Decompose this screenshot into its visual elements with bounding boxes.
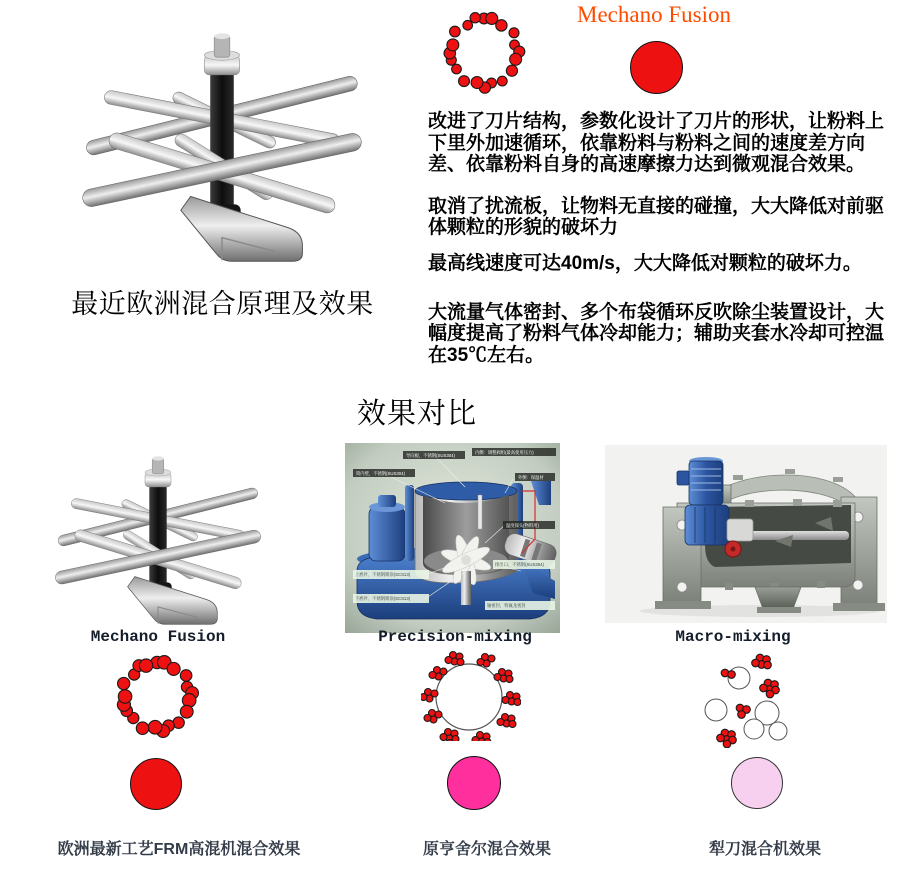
column-caption: 欧洲最新工艺FRM高混机混合效果 bbox=[57, 841, 301, 858]
machine-annotation: 外侧：保温材 bbox=[518, 475, 544, 480]
paragraph: 最高线速度可达40m/s，大大降低对颗粒的破坏力。 bbox=[428, 252, 862, 274]
page-title: Mechano Fusion bbox=[577, 2, 731, 27]
precision-mixer-photo bbox=[345, 443, 560, 633]
paragraph: 取消了扰流板，让物料无直接的碰撞，大大降低对前驱体颗粒的形貌的破坏力 bbox=[428, 195, 885, 239]
macro-mixer-photo bbox=[605, 445, 887, 623]
column-caption: 原亨舍尔混合效果 bbox=[422, 841, 551, 858]
mixing-blade-photo-small bbox=[48, 445, 268, 633]
result-circle-pale-pink bbox=[731, 757, 783, 809]
machine-annotation: 内侧：调整阀组(最高使用压力) bbox=[475, 450, 534, 455]
machine-annotation: 排出口，不锈钢(SUS304) bbox=[495, 562, 544, 567]
cluster-ring-graphic bbox=[421, 649, 521, 741]
dotted-ring-graphic bbox=[440, 8, 528, 96]
machine-annotation: 温度探头(物料用) bbox=[506, 523, 539, 528]
hero-caption: 最近欧洲混合原理及效果 bbox=[71, 289, 374, 319]
body-text bbox=[428, 111, 898, 366]
result-circle-pink bbox=[447, 756, 501, 810]
machine-annotation: 上底叶、不锈钢喷涂(SCS13) bbox=[355, 572, 411, 577]
column-label: Macro-mixing bbox=[675, 628, 791, 646]
scatter-particles-graphic bbox=[695, 646, 805, 748]
machine-annotation: 筒内壁，不锈钢(SUS304) bbox=[356, 471, 405, 476]
machine-annotation: 导向板，不锈钢(SUS304) bbox=[406, 453, 455, 458]
dotted-ring-graphic bbox=[113, 652, 201, 740]
machine-annotation: 轴密封，特氟龙密封 bbox=[487, 603, 526, 608]
column-caption: 犁刀混合机效果 bbox=[708, 841, 821, 858]
column-label: Mechano Fusion bbox=[90, 628, 226, 646]
result-circle-red bbox=[630, 41, 683, 94]
mixing-blade-photo bbox=[72, 18, 372, 273]
column-label: Precision-mixing bbox=[378, 628, 532, 646]
result-circle-red bbox=[130, 758, 182, 810]
machine-annotation: 下底叶、不锈钢喷涂(SCS13) bbox=[355, 596, 411, 601]
paragraph: 改进了刀片结构，参数化设计了刀片的形状，让粉料上下里外加速循环，依靠粉料与粉料之间的速度差方向差、依靠粉料自身的高速摩擦力达到微观混合效果。 bbox=[428, 111, 885, 176]
paragraph: 大流量气体密封、多个布袋循环反吹除尘装置设计，大幅度提高了粉料气体冷却能力；辅助夹套水冷却可控温在35℃左右。 bbox=[428, 301, 885, 366]
section-heading: 效果对比 bbox=[357, 398, 478, 430]
